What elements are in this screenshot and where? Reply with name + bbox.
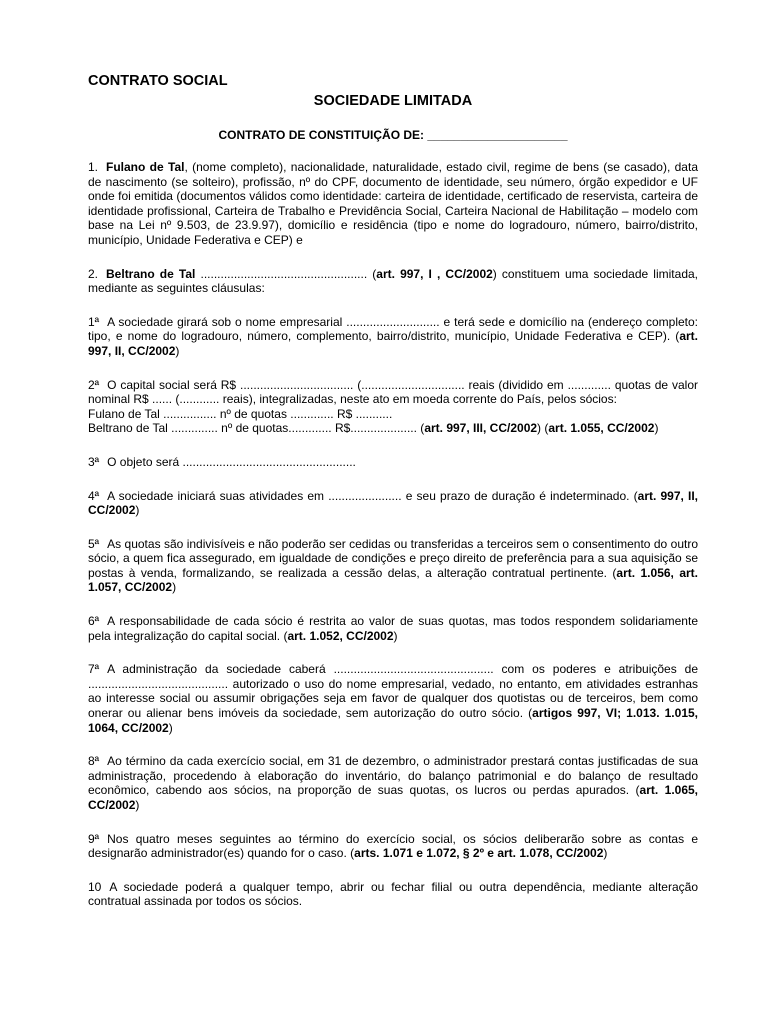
party-name: Beltrano de Tal (106, 266, 196, 281)
clause-1 (88, 315, 698, 359)
clause-text: Ao término da cada exercício social, em 31 de dezembro, o administrador prestará contas justificadas de sua administração, procedendo à elaboração do inventário, do balanço patrimonial e do balanço de resultado econômico, cabendo aos sócios, na proporção de suas quotas, os lucros ou perdas apurados. ( (88, 754, 698, 798)
legal-reference: art. 1.056, art. 1.057, CC/2002 (88, 565, 698, 595)
clause-6 (88, 614, 698, 643)
clause-number: 1. (88, 160, 99, 174)
clause-number: 10 (88, 879, 102, 894)
legal-reference: art. 997, II, CC/2002 (88, 329, 698, 358)
clause-line (88, 378, 698, 407)
partner-quota-line: Fulano de Tal ................ nº de quotas ............. R$ ........... (88, 406, 393, 421)
party-text: , (nome completo), nacionalidade, naturalidade, estado civil, regime de bens (se casado), data de nascimento (se solteiro), profissão, nº do CPF, documento de identidade, seu número, órgão expedidor e UF onde foi emitida (documentos válidos como identidade: carteira de identidade, certificado de reservista, carteira de identidade profissional, Carteira de Trabalho e Previdência Social, Carteira Nacional de Habilitação – modelo com base na Lei nº 9.503, de 23.9.97), domicílio e residência (tipo e nome do logradouro, número, bairro/distrito, município, Unidade Federativa e CEP) e (88, 160, 698, 247)
clause-number: 2ª (88, 377, 100, 392)
legal-reference: art. 1.065, CC/2002 (88, 783, 699, 812)
document-subtitle: SOCIEDADE LIMITADA (313, 93, 473, 109)
clause-text: O objeto será .................................................... (107, 454, 356, 469)
clause-number: 3ª (88, 454, 100, 469)
clause-2 (88, 378, 698, 436)
clause-number: 2. (88, 266, 99, 281)
clause-text: A responsabilidade de cada sócio é restrita ao valor de suas quotas, mas todos respondem solidariamente pela integralização do capital social. ( (88, 614, 698, 643)
clause-text: A sociedade poderá a qualquer tempo, abrir ou fechar filial ou outra dependência, mediante alteração contratual assinada por todos os sócios. (88, 879, 698, 909)
legal-reference: arts. 1.071 e 1.072, § 2º e art. 1.078, CC/2002 (354, 846, 604, 861)
legal-reference: art. 1.055, CC/2002 (548, 421, 655, 436)
clause-number: 6ª (88, 614, 100, 629)
clause-number: 8ª (88, 754, 100, 769)
legal-reference: art. 1.052, CC/2002 (287, 628, 394, 643)
clause-text-end: ) (393, 628, 398, 643)
clause-text-end: ) (135, 503, 140, 518)
clause-text: A sociedade iniciará suas atividades em ...................... e seu prazo de duração é indeterminado. ( (107, 488, 638, 503)
clause-text-end: ) (172, 580, 177, 595)
contract-heading: CONTRATO DE CONSTITUIÇÃO DE: _____________________ (218, 128, 568, 142)
clause-text: As quotas são indivisíveis e não poderão ser cedidas ou transferidas a terceiros sem o consentimento do outro sócio, a quem fica assegurado, em igualdade de condições e preço direito de preferência para a sua aquisição se postas à venda, formalizando, se realizada a cessão delas, a alteração contratual pertinente. ( (88, 536, 698, 580)
clause-3 (88, 455, 698, 470)
document-page (88, 72, 698, 909)
clause-text-end: ) (603, 846, 608, 861)
party-name: Fulano de Tal (106, 160, 185, 174)
clause-text-end: ) (168, 720, 173, 735)
clause-8 (88, 754, 698, 812)
clause-number: 4ª (88, 488, 100, 503)
party-1-paragraph (88, 160, 698, 248)
clause-7 (88, 662, 698, 735)
clause-number: 1ª (88, 314, 100, 329)
clause-text: A administração da sociedade caberá ................................................ com os poderes e atribuições de .......................................... autorizado o uso do nome empresarial, vedado, no entanto, em atividades estranhas ao interesse social ou assumir obrigações seja em favor de qualquer dos quotistas ou de terceiros, bem como onerar ou alienar bens imóveis da sociedade, sem autorização do outro sócio. ( (88, 662, 698, 721)
clause-text: Nos quatro meses seguintes ao término do exercício social, os sócios deliberarão sobre as contas e designarão administrador(es) quando for o caso. ( (88, 831, 698, 861)
clause-10 (88, 880, 698, 909)
document-title: CONTRATO SOCIAL (88, 73, 228, 89)
legal-reference: artigos 997, VI; 1.013. 1.015, 1064, CC/2002 (88, 706, 698, 735)
clause-text: O capital social será R$ .................................. (............................... reais (dividido em ............. quotas de valor nominal R$ ...... (............ reais), integralizadas, neste ato em moeda corrente do País, pelos sócios: (88, 377, 698, 407)
partner-quota-line (88, 421, 698, 436)
party-text: ) constituem uma sociedade limitada, mediante as seguintes cláusulas: (88, 266, 698, 296)
clause-text-end: ) (654, 421, 659, 436)
clause-number: 5ª (88, 536, 100, 551)
clause-text-end: ) (135, 798, 140, 812)
clause-text: A sociedade girará sob o nome empresarial ............................ e terá sede e domicílio na (endereço completo: tipo, e nome do logradouro, número, complemento, bairro/distrito, município, Unidade Federativa e CEP). ( (88, 314, 698, 344)
clause-9 (88, 832, 698, 861)
clause-text: ) ( (537, 421, 549, 436)
clause-text: Beltrano de Tal .............. nº de quotas............. R$.................... ( (88, 421, 425, 436)
legal-reference: art. 997, III, CC/2002 (424, 421, 538, 436)
clause-4 (88, 489, 698, 518)
clause-number: 9ª (88, 831, 100, 846)
clause-text-end: ) (175, 343, 180, 358)
clause-number: 7ª (88, 662, 100, 677)
party-text: .................................................. ( (195, 266, 377, 281)
legal-reference: art. 997, II, CC/2002 (88, 488, 698, 518)
party-2-paragraph (88, 267, 698, 296)
legal-reference: art. 997, I , CC/2002 (376, 266, 493, 281)
clause-5 (88, 537, 698, 595)
